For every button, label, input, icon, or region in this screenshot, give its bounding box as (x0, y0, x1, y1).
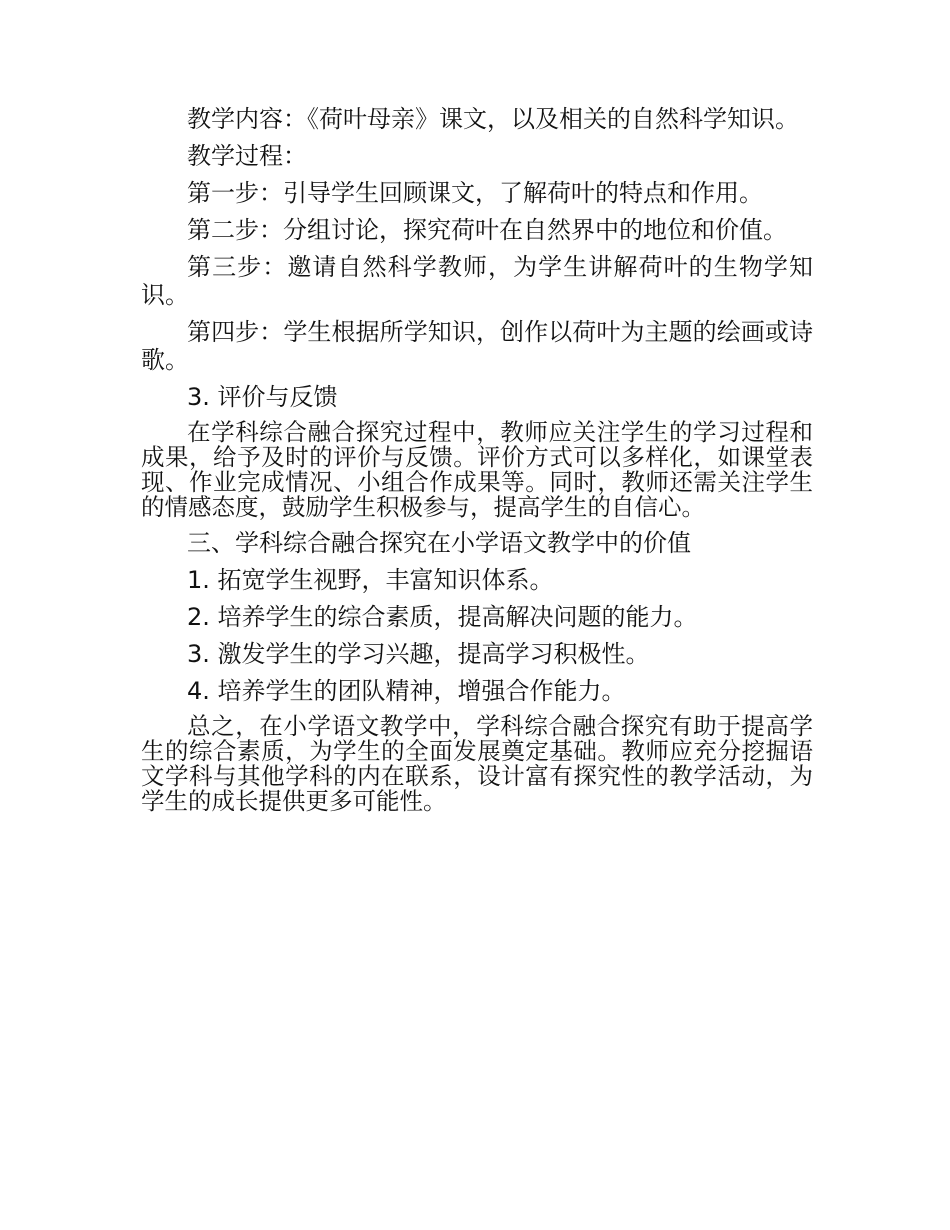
document-body (141, 105, 813, 823)
list-item-1: 1. 拓宽学生视野，丰富知识体系。 (187, 566, 554, 594)
heading-section-three: 三、学科综合融合探究在小学语文教学中的价值 (187, 529, 691, 557)
paragraph-step-1: 第一步：引导学生回顾课文，了解荷叶的特点和作用。 (187, 179, 763, 207)
paragraph-step-2: 第二步：分组讨论，探究荷叶在自然界中的地位和价值。 (187, 216, 787, 244)
paragraph-teaching-content: 教学内容：《荷叶母亲》课文，以及相关的自然科学知识。 (187, 105, 799, 133)
paragraph-step-3: 第三步：邀请自然科学教师，为学生讲解荷叶的生物学知识。 (141, 253, 813, 309)
paragraph-step-4: 第四步：学生根据所学知识，创作以荷叶为主题的绘画或诗歌。 (141, 318, 813, 374)
paragraph-teaching-process-heading: 教学过程： (187, 142, 307, 170)
list-item-2: 2. 培养学生的综合素质，提高解决问题的能力。 (187, 603, 698, 631)
heading-evaluation-feedback: 3. 评价与反馈 (187, 383, 338, 411)
list-item-4: 4. 培养学生的团队精神，增强合作能力。 (187, 677, 626, 705)
paragraph-evaluation: 在学科综合融合探究过程中，教师应关注学生的学习过程和成果，给予及时的评价与反馈。评价方式可以多样化，如课堂表现、作业完成情况、小组合作成果等。同时，教师还需关注学生的情感态度，鼓励学生积极参与，提高学生的自信心。 (141, 418, 813, 521)
paragraph-conclusion: 总之，在小学语文教学中，学科综合融合探究有助于提高学生的综合素质，为学生的全面发展奠定基础。教师应充分挖掘语文学科与其他学科的内在联系，设计富有探究性的教学活动，为学生的成长提供更多可能性。 (141, 712, 813, 815)
list-item-3: 3. 激发学生的学习兴趣，提高学习积极性。 (187, 640, 650, 668)
